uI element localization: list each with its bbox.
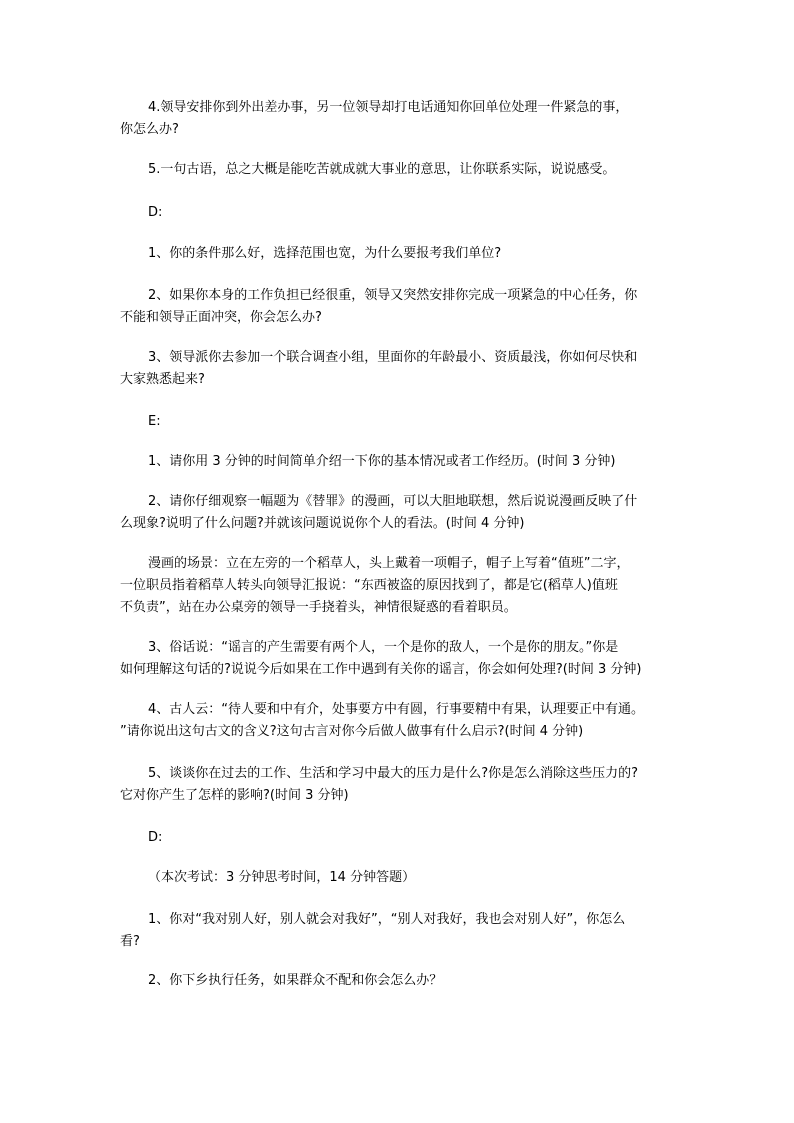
text-line: 2、如果你本身的工作负担已经很重，领导又突然安排你完成一项紧急的中心任务，你	[148, 288, 638, 303]
text-line: 么现象?说明了什么问题?并就该问题说说你个人的看法。(时间 4 分钟)	[120, 516, 525, 531]
text-line: 它对你产生了怎样的影响?(时间 3 分钟)	[120, 788, 349, 803]
text-line: 2、你下乡执行任务，如果群众不配和你会怎么办？	[148, 973, 443, 988]
text-line: D:	[148, 830, 163, 845]
paragraph-d-question-3	[120, 347, 695, 391]
text-line: ”请你说出这句古文的含义?这句古言对你今后做人做事有什么启示?(时间 4 分钟)	[120, 724, 584, 739]
paragraph-e-question-3	[120, 637, 695, 681]
text-line: 看?	[120, 934, 140, 949]
text-line: 不负责”，站在办公桌旁的领导一手挠着头，神情很疑惑的看着职员。	[120, 600, 517, 615]
section-heading-d	[120, 202, 695, 224]
paragraph-question-5	[120, 159, 695, 181]
paragraph-e-question-5	[120, 763, 695, 807]
paragraph-d2-question-2	[120, 970, 695, 992]
text-line: 2、请你仔细观察一幅题为《替罪》的漫画，可以大胆地联想，然后说说漫画反映了什	[148, 494, 638, 509]
text-line: 5.一句古语，总之大概是能吃苦就成就大事业的意思，让你联系实际，说说感受。	[148, 162, 616, 177]
paragraph-e-question-4	[120, 699, 695, 743]
text-line: 如何理解这句话的?说说今后如果在工作中遇到有关你的谣言，你会如何处理?(时间 3 分钟)	[120, 662, 642, 677]
text-line: 5、谈谈你在过去的工作、生活和学习中最大的压力是什么?你是怎么消除这些压力的?	[148, 766, 639, 781]
text-line: 4.领导安排你到外出差办事，另一位领导却打电话通知你回单位处理一件紧急的事，	[148, 100, 629, 115]
paragraph-exam-note	[120, 867, 695, 889]
text-line: 你怎么办?	[120, 122, 179, 137]
section-heading-d-second	[120, 827, 695, 849]
text-line: 不能和领导正面冲突，你会怎么办?	[120, 310, 322, 325]
text-line: （本次考试：3 分钟思考时间，14 分钟答题）	[148, 870, 416, 885]
paragraph-d2-question-1	[120, 909, 695, 953]
text-line: 4、古人云：“待人要和中有介，处事要方中有圆，行事要精中有果，认理要正中有通。	[148, 702, 645, 717]
text-line: 1、你的条件那么好，选择范围也宽，为什么要报考我们单位?	[148, 246, 502, 261]
text-line: E:	[148, 414, 161, 429]
paragraph-d-question-2	[120, 285, 695, 329]
text-line: 3、俗话说：“谣言的产生需要有两个人，一个是你的敌人，一个是你的朋友。”你是	[148, 640, 619, 655]
text-line: 大家熟悉起来?	[120, 372, 205, 387]
text-line: 3、领导派你去参加一个联合调查小组，里面你的年龄最小、资质最浅，你如何尽快和	[148, 350, 638, 365]
paragraph-cartoon-scene	[120, 553, 695, 619]
paragraph-e-question-1	[120, 451, 695, 473]
text-line: D:	[148, 205, 163, 220]
text-line: 一位职员指着稻草人转头向领导汇报说：“东西被盗的原因找到了，都是它(稻草人)值班	[120, 578, 618, 593]
paragraph-e-question-2	[120, 491, 695, 535]
paragraph-question-4	[120, 97, 695, 141]
section-heading-e	[120, 411, 695, 433]
text-line: 漫画的场景：立在左旁的一个稻草人，头上戴着一项帽子，帽子上写着“值班”二字，	[148, 556, 630, 571]
text-line: 1、你对“我对别人好，别人就会对我好”，“别人对我好，我也会对别人好”，你怎么	[148, 912, 626, 927]
text-line: 1、请你用 3 分钟的时间简单介绍一下你的基本情况或者工作经历。(时间 3 分钟)	[148, 454, 616, 469]
paragraph-d-question-1	[120, 243, 695, 265]
